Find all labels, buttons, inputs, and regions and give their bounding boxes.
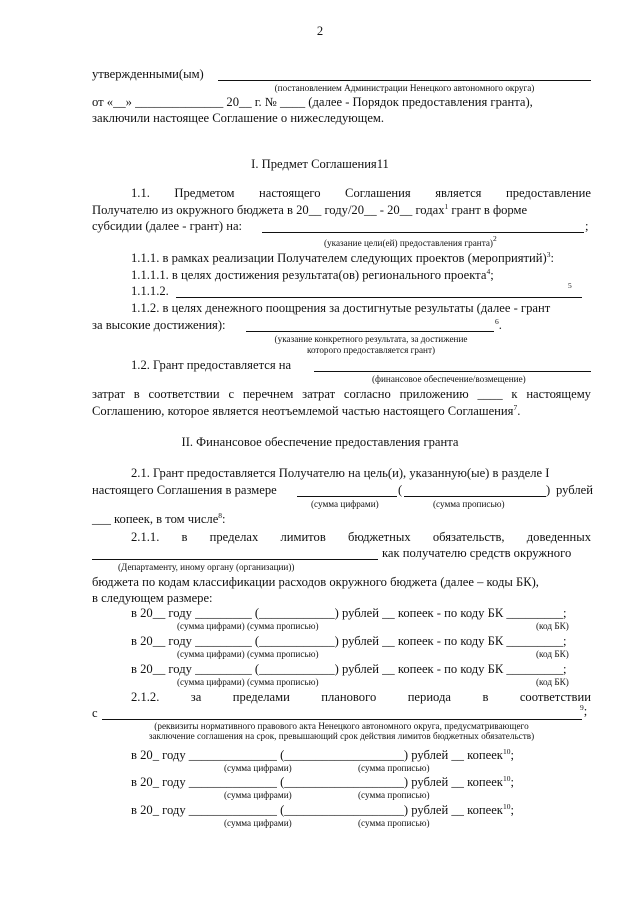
caption-kbk-3: (код БК) (536, 677, 569, 687)
paragraph-1-2-line-2 (92, 387, 591, 402)
text: в 20_ году ______________ (___________________) рублей __ копеек (131, 775, 503, 789)
sum-digits-blank[interactable] (297, 496, 397, 497)
result-blank[interactable] (246, 331, 494, 332)
caption-sum-words: (сумма прописью) (433, 499, 505, 509)
approved-by-blank[interactable] (218, 80, 591, 81)
footnote-ref: 10 (502, 802, 511, 811)
caption-pair-3: (сумма цифрами) (сумма прописью) (177, 677, 319, 687)
paragraph-2-1-2-line-1 (131, 690, 591, 705)
word: соответствии (519, 690, 591, 704)
word: к (511, 387, 518, 401)
word: затрат (302, 387, 336, 401)
text: ; (510, 775, 514, 789)
caption-words-b-3: (сумма прописью) (358, 818, 430, 828)
caption-legal-act-1: (реквизиты нормативного правового акта Ненецкого автономного округа, предусматривающего (154, 721, 529, 731)
footnote-ref: 5 (568, 281, 572, 290)
footnote-ref: 8 (218, 511, 223, 520)
word: 2.1.1. (131, 530, 160, 544)
text: ; (510, 803, 514, 817)
word: приложению (399, 387, 469, 401)
word: ____ (477, 387, 503, 401)
text: 1.1.1. в рамках реализации Получателем следующих проектов (мероприятий) (131, 251, 547, 265)
footnote-ref: 7 (513, 403, 518, 412)
section-1-title: I. Предмет Соглашения11 (251, 157, 389, 171)
word: за (190, 690, 202, 704)
purpose-blank[interactable] (262, 232, 584, 233)
paragraph-2-1-line-3 (92, 512, 226, 527)
footnote-ref: 2 (492, 234, 497, 243)
text: 1.1.1.1. в целях достижения результата(ов) регионального проекта (131, 268, 487, 282)
paragraph-1-1-1-2-label: 1.1.1.2. (131, 284, 169, 298)
paragraph-1-1-1 (131, 251, 554, 266)
concluded-line: заключили настоящее Соглашение о нижеследующем. (92, 111, 385, 125)
word: настоящему (526, 387, 591, 401)
word: Соглашения (345, 186, 411, 200)
paragraph-1-1-2-line-1: 1.1.2. в целях денежного поощрения за достигнутые результаты (далее - грант (131, 301, 551, 315)
text: : (222, 512, 226, 526)
text: в 20_ году ______________ (___________________) рублей __ копеек (131, 748, 503, 762)
paragraph-1-1-line-2 (92, 203, 527, 218)
paragraph-1-1-line-3: субсидии (далее - грант) на: (92, 219, 243, 233)
caption-digits-b-2: (сумма цифрами) (224, 790, 292, 800)
caption-sum-digits: (сумма цифрами) (311, 499, 379, 509)
semicolon: ; (585, 219, 589, 233)
word: с (228, 387, 235, 401)
approved-by-label: утвержденными(ым) (92, 67, 204, 81)
year-row-b-1 (131, 748, 514, 763)
text: : (550, 251, 554, 265)
text: в 20_ году ______________ (___________________) рублей __ копеек (131, 803, 503, 817)
footnote-ref-9 (580, 704, 587, 719)
page-number: 2 (316, 24, 324, 38)
year-row-2: в 20__ году _________ (____________) рублей __ копеек - по коду БК _________; (131, 634, 567, 648)
word: Предметом (174, 186, 235, 200)
paren-open: ( (398, 483, 403, 497)
footnote-ref: 3 (546, 250, 551, 259)
word: предоставление (505, 186, 591, 200)
footnote-ref: 6 (495, 317, 499, 326)
sum-words-blank[interactable] (404, 496, 546, 497)
caption-pair-1: (сумма цифрами) (сумма прописью) (177, 621, 319, 631)
footnote-ref: 10 (502, 747, 511, 756)
caption-result-2: которого предоставляется грант) (306, 345, 436, 355)
word: в (482, 690, 489, 704)
year-row-b-2 (131, 775, 514, 790)
caption-legal-act-2: заключение соглашения на срок, превышающий срок действия лимитов бюджетных обязательств) (148, 731, 535, 741)
caption-purpose (324, 234, 497, 249)
grant-purpose-blank[interactable] (314, 371, 591, 372)
text: Соглашению, которое является неотъемлемой частью настоящего Соглашения (92, 404, 514, 418)
caption-kbk-1: (код БК) (536, 621, 569, 631)
word: 1.1. (131, 186, 150, 200)
paragraph-2-1-1-line-4: в следующем размере: (92, 591, 213, 605)
caption-pair-2: (сумма цифрами) (сумма прописью) (177, 649, 319, 659)
word: в (181, 530, 188, 544)
date-line: от «__» ______________ 20__ г. № ____ (далее - Порядок предоставления гранта), (92, 95, 533, 109)
caption-resolution: (постановлением Администрации Ненецкого автономного округа) (274, 83, 535, 93)
department-blank[interactable] (92, 559, 378, 560)
paragraph-1-1-1-2-blank[interactable] (176, 297, 582, 298)
text: . (498, 318, 502, 332)
word: согласно (343, 387, 391, 401)
text: . (517, 404, 521, 418)
paragraph-2-1-1-line-1 (131, 530, 591, 545)
year-row-b-3 (131, 803, 514, 818)
paragraph-2-1-1-line-2b: как получателю средств окружного (382, 546, 572, 560)
paragraph-1-1-line-1 (131, 186, 591, 201)
footnote-ref: 9 (580, 703, 584, 712)
paragraph-2-1-2-line-2: с (92, 706, 98, 720)
footnote-ref: 10 (502, 774, 511, 783)
text: ; (490, 268, 494, 282)
paragraph-1-1-1-1 (131, 268, 494, 283)
word: в (133, 387, 140, 401)
paragraph-2-1-line-1: 2.1. Грант предоставляется Получателю на цель(и), указанную(ые) в разделе I (131, 466, 550, 480)
text: грант в форме (448, 203, 528, 217)
word: бюджетных (347, 530, 411, 544)
caption-digits-b-1: (сумма цифрами) (224, 763, 292, 773)
word: обязательств, (432, 530, 505, 544)
caption-result-1: (указание конкретного результата, за достижение (274, 334, 468, 344)
paragraph-2-1-1-line-3: бюджета по кодам классификации расходов окружного бюджета (далее – коды БК), (92, 575, 539, 589)
paragraph-2-1-line-2a: настоящего Соглашения в размере (92, 483, 277, 497)
paragraph-1-2-line-1: 1.2. Грант предоставляется на (131, 358, 292, 372)
caption-kbk-2: (код БК) (536, 649, 569, 659)
word: перечнем (242, 387, 294, 401)
caption-words-b-1: (сумма прописью) (358, 763, 430, 773)
word: планового (321, 690, 377, 704)
caption-digits-b-3: (сумма цифрами) (224, 818, 292, 828)
paren-close: ) (546, 483, 551, 497)
text: Получателю из окружного бюджета в 20__ году/20__ - 20__ годах (92, 203, 445, 217)
word: является (435, 186, 482, 200)
word: соответствии (148, 387, 220, 401)
paragraph-2-1-line-2b: рублей (556, 483, 593, 497)
footnote-ref: 4 (486, 267, 491, 276)
word: пределах (209, 530, 259, 544)
footnote-ref: 1 (444, 202, 449, 211)
year-row-3: в 20__ году _________ (____________) рублей __ копеек - по коду БК _________; (131, 662, 567, 676)
text: (указание цели(ей) предоставления гранта) (324, 238, 493, 248)
word: пределами (232, 690, 290, 704)
word: периода (407, 690, 451, 704)
paragraph-1-1-2-line-2: за высокие достижения): (92, 318, 226, 332)
caption-financing: (финансовое обеспечение/возмещение) (372, 374, 526, 384)
text: ; (510, 748, 514, 762)
text: ___ копеек, в том числе (92, 512, 219, 526)
word: лимитов (280, 530, 326, 544)
word: доведенных (526, 530, 591, 544)
footnote-ref-5 (568, 282, 572, 297)
legal-act-blank[interactable] (102, 719, 582, 720)
caption-words-b-2: (сумма прописью) (358, 790, 430, 800)
caption-department: (Департаменту, иному органу (организации)) (118, 562, 295, 572)
word: затрат (92, 387, 125, 401)
word: 2.1.2. (131, 690, 160, 704)
word: настоящего (259, 186, 321, 200)
paragraph-1-2-line-3 (92, 404, 520, 419)
section-2-title: II. Финансовое обеспечение предоставления гранта (181, 435, 459, 449)
year-row-1: в 20__ году _________ (____________) рублей __ копеек - по коду БК _________; (131, 606, 567, 620)
text: ; (583, 704, 588, 718)
footnote-ref-6 (495, 318, 502, 333)
